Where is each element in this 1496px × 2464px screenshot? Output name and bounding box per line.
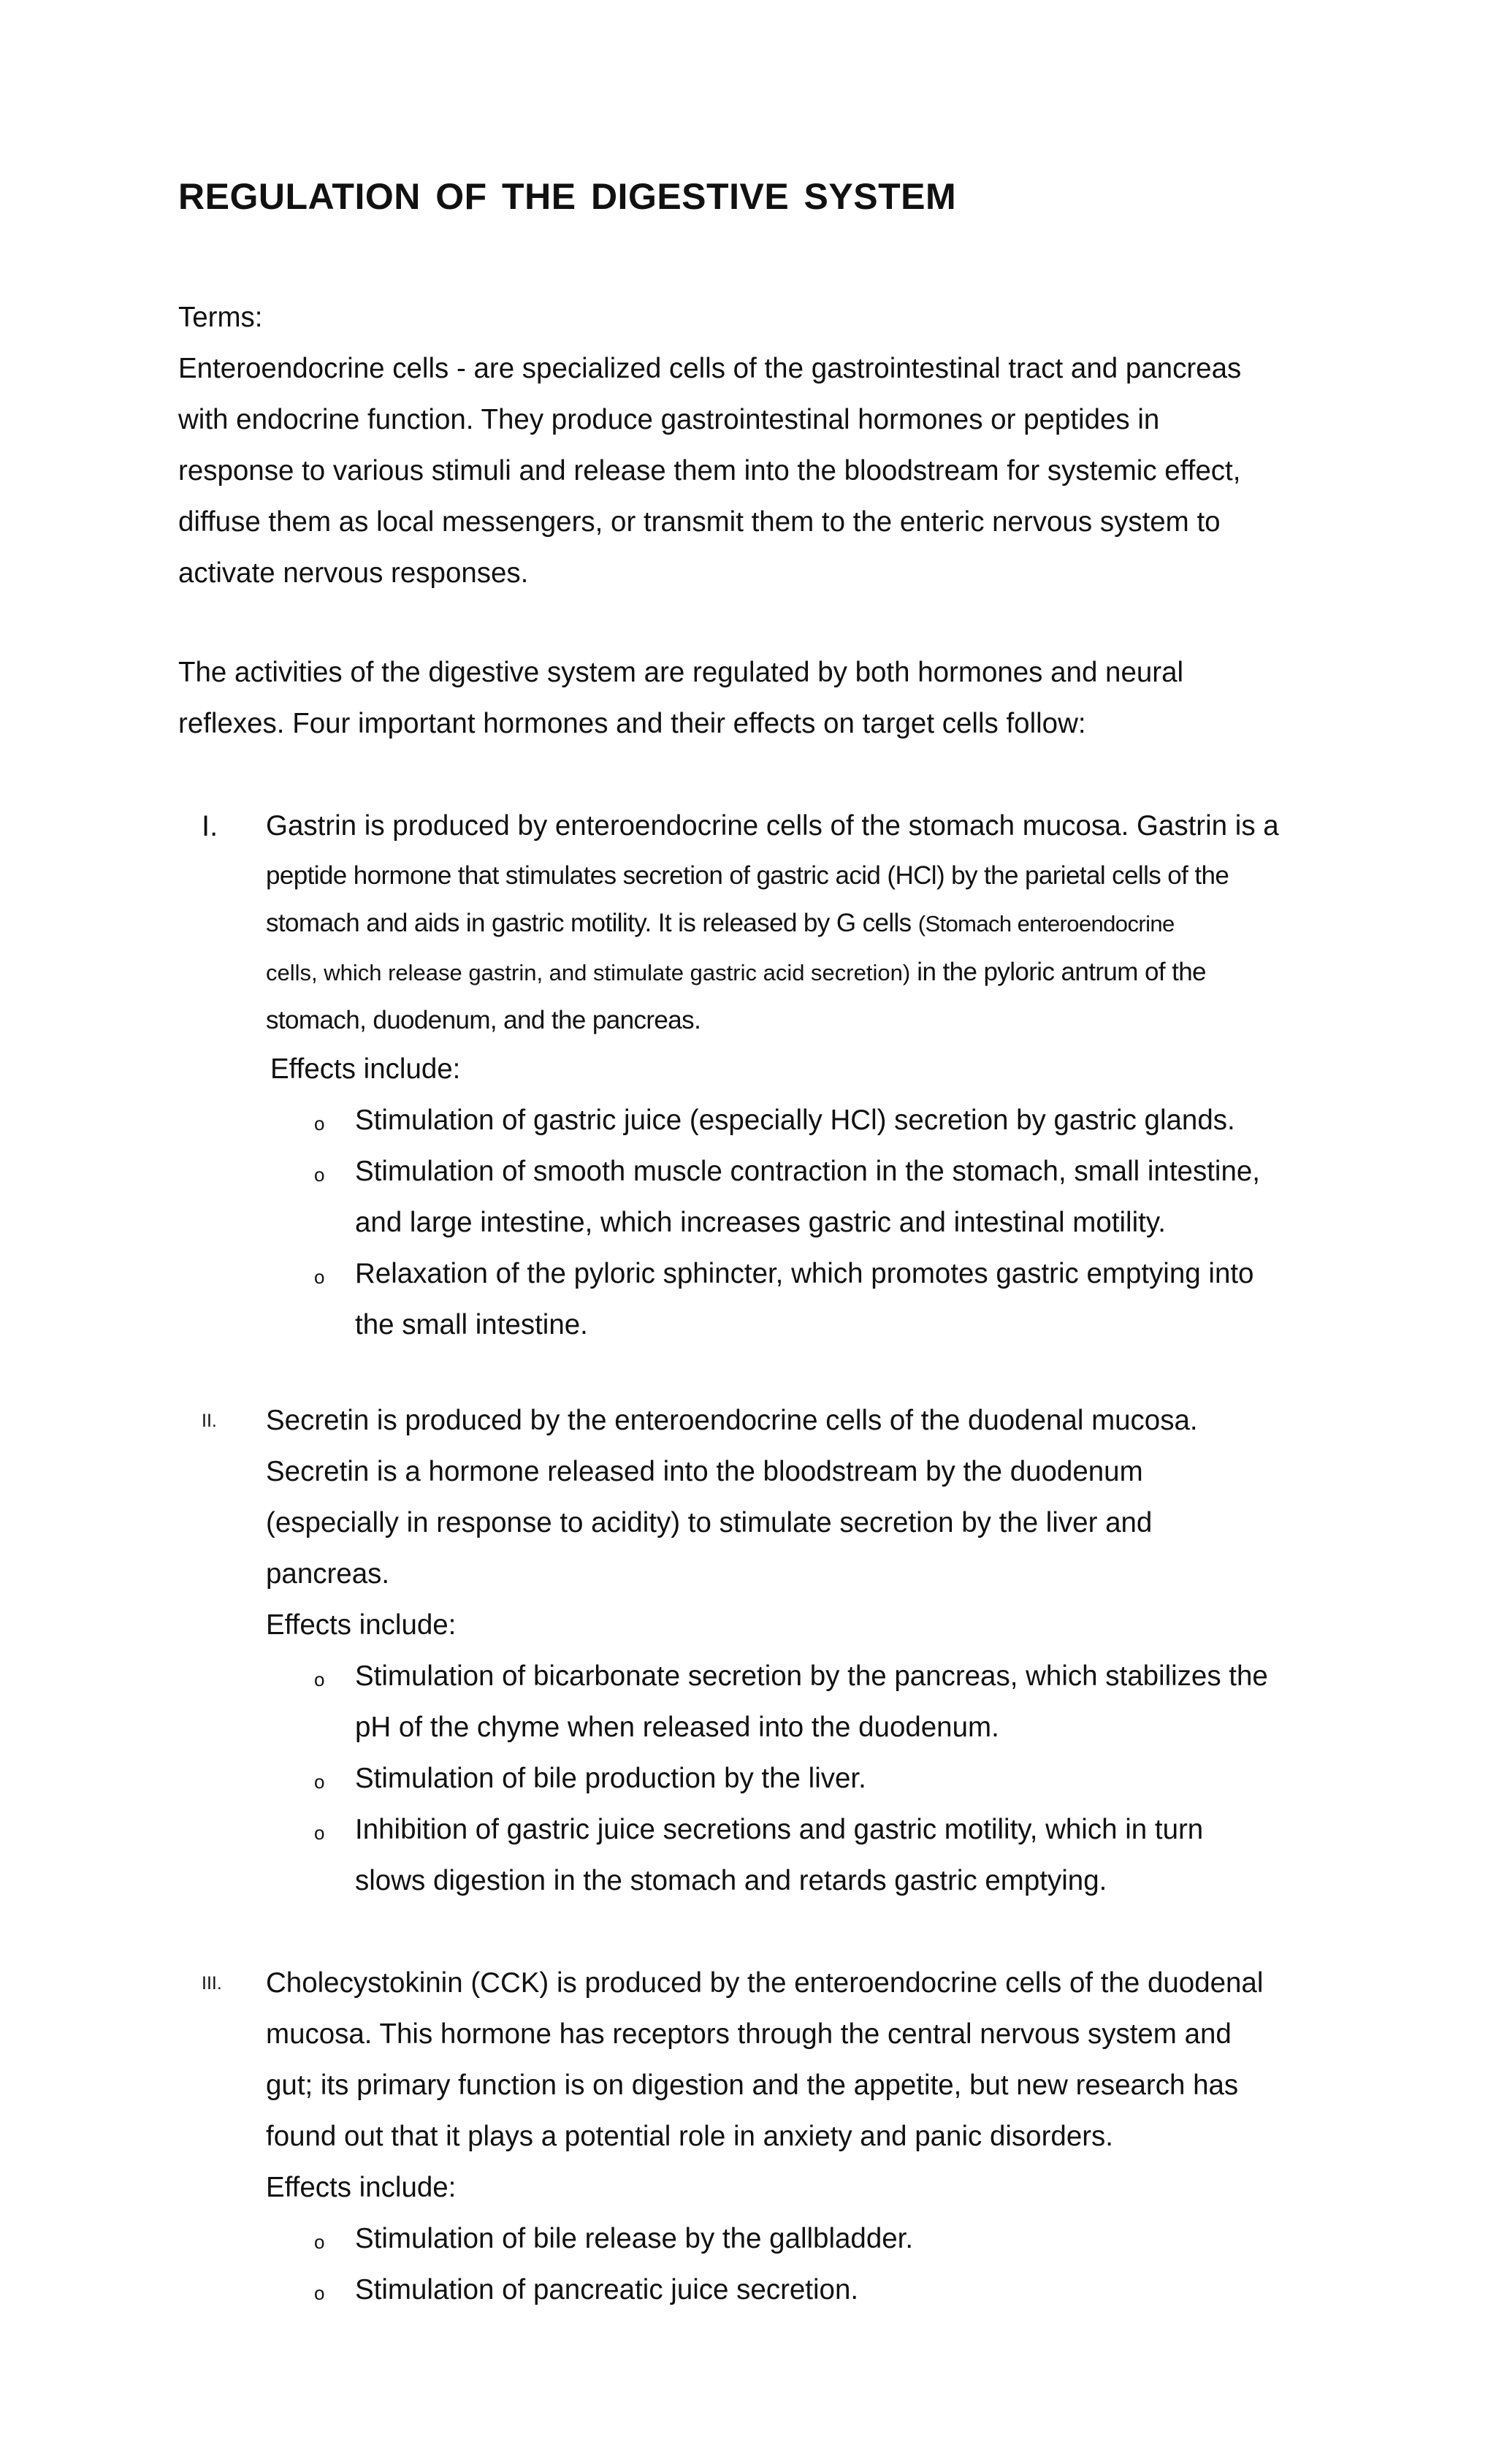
effects-list [266,1651,1376,1907]
effect-line: Inhibition of gastric juice secretions and gastric motility, which in turn [355,1814,1204,1845]
section-numeral: II. [202,1411,217,1431]
section-line: Secretin is produced by the enteroendocrine cells of the duodenal mucosa. [266,1405,1198,1436]
terms-block [178,292,1347,599]
effect-line: slows digestion in the stomach and retards gastric emptying. [355,1865,1107,1896]
effects-label: Effects include: [270,1053,461,1085]
effect-line: the small intestine. [355,1309,588,1340]
effect-line: Stimulation of gastric juice (especially HCl) secretion by gastric glands. [355,1105,1235,1136]
section-line: Cholecystokinin (CCK) is produced by the enteroendocrine cells of the duodenal [266,1967,1264,1999]
section-line: Secretin is a hormone released into the bloodstream by the duodenum [266,1456,1143,1487]
bullet-circle-icon: o [314,2231,325,2253]
section-line: mucosa. This hormone has receptors through the central nervous system and [266,2018,1232,2050]
terms-line: response to various stimuli and release them into the bloodstream for systemic effect, [178,455,1241,487]
note-text: (Stomach enteroendocrine [917,911,1175,937]
effect-line: Stimulation of pancreatic juice secretion. [355,2274,859,2305]
section-line: stomach, duodenum, and the pancreas. [266,1006,701,1034]
terms-line: diffuse them as local messengers, or transmit them to the enteric nervous system to [178,506,1221,538]
effect-line: and large intestine, which increases gastric and intestinal motility. [355,1207,1166,1238]
section-line: found out that it plays a potential role in anxiety and panic disorders. [266,2121,1114,2152]
section-line-with-note [266,947,1376,996]
section-numeral: I. [202,810,218,842]
effect-line: Stimulation of bicarbonate secretion by the pancreas, which stabilizes the [355,1660,1268,1692]
effect-line: Stimulation of bile release by the gallbladder. [355,2223,914,2254]
effects-label: Effects include: [266,1609,457,1641]
terms-line: Enteroendocrine cells - are specialized cells of the gastrointestinal tract and pancreas [178,353,1242,384]
section-line: gut; its primary function is on digestion and the appetite, but new research has [266,2070,1239,2101]
bullet-circle-icon: o [314,1113,325,1134]
section-line: pancreas. [266,1558,390,1590]
effect-line: Stimulation of bile production by the liver. [355,1763,866,1794]
section-line: (especially in response to acidity) to stimulate secretion by the liver and [266,1507,1153,1538]
bullet-circle-icon: o [314,1668,325,1690]
section-line-text: stomach and aids in gastric motility. It is released by G cells [266,909,912,937]
effects-label: Effects include: [266,2172,457,2203]
bullet-circle-icon: o [314,1822,325,1844]
intro-line: reflexes. Four important hormones and their effects on target cells follow: [178,708,1086,739]
section-body [266,1395,1376,1907]
section-line: peptide hormone that stimulates secretion of gastric acid (HCl) by the parietal cells of the [266,861,1229,890]
section-numeral: III. [202,1973,222,1994]
section-line-with-note [266,899,1376,947]
effect-item [266,1753,1376,1804]
terms-heading: Terms: [178,302,263,333]
terms-line: activate nervous responses. [178,557,529,589]
note-text: cells, which release gastrin, and stimulate gastric acid secretion) [266,960,911,985]
effect-item [266,2213,1376,2265]
bullet-circle-icon: o [314,1771,325,1793]
effect-item [266,1095,1376,1146]
effects-list [266,1095,1376,1351]
bullet-circle-icon: o [314,1266,325,1288]
section-line-text: in the pyloric antrum of the [910,958,1206,986]
section-line: Gastrin is produced by enteroendocrine cells of the stomach mucosa. Gastrin is a [266,810,1279,842]
effect-line: pH of the chyme when released into the duodenum. [355,1712,999,1743]
effect-item [266,1146,1376,1248]
intro-paragraph [178,647,1347,750]
effect-item [266,1804,1376,1907]
effect-item [266,1248,1376,1351]
bullet-circle-icon: o [314,1164,325,1186]
document-title: REGULATION OF THE DIGESTIVE SYSTEM [178,176,957,217]
effect-line: Relaxation of the pyloric sphincter, which promotes gastric emptying into [355,1258,1254,1289]
effect-line: Stimulation of smooth muscle contraction in the stomach, small intestine, [355,1156,1260,1187]
effect-item [266,2265,1376,2316]
effect-item [266,1651,1376,1753]
terms-line: with endocrine function. They produce gastrointestinal hormones or peptides in [178,404,1160,435]
effects-list [266,2213,1376,2316]
intro-line: The activities of the digestive system are regulated by both hormones and neural [178,657,1184,688]
bullet-circle-icon: o [314,2282,325,2304]
section-body [266,801,1376,1351]
section-body [266,1958,1376,2316]
